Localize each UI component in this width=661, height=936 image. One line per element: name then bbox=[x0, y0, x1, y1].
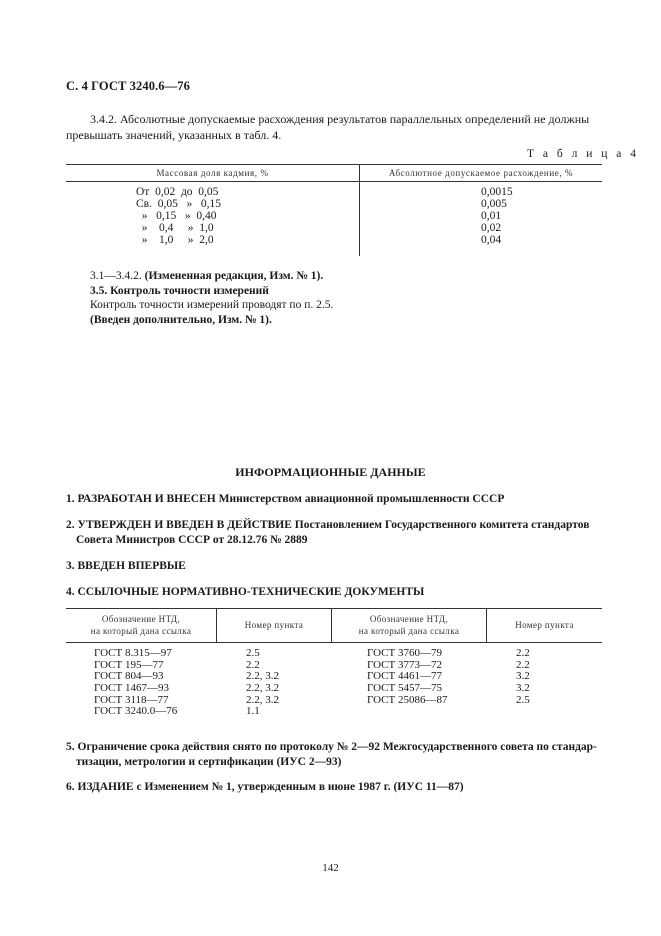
table-cell: ГОСТ 5457—75 bbox=[367, 682, 442, 695]
info-item-1: 1. РАЗРАБОТАН И ВНЕСЕН Министерством авиационной промышленности СССР bbox=[66, 493, 505, 505]
table-cell: ГОСТ 4461—77 bbox=[367, 670, 442, 683]
table-cell: 0,01 bbox=[481, 210, 502, 222]
refs-header-doc-right bbox=[332, 613, 486, 637]
table-cell: ГОСТ 804—93 bbox=[94, 670, 164, 683]
table-cell: 3.2 bbox=[516, 670, 530, 683]
refs-left-docs bbox=[94, 648, 177, 718]
refs-header-doc-left bbox=[66, 613, 216, 637]
section-3-5-text: Контроль точности измерений проводят по п. 2.5. bbox=[90, 299, 334, 311]
table-cell: 2.2 bbox=[246, 658, 260, 671]
table-cell: ГОСТ 195—77 bbox=[94, 658, 164, 671]
info-item-3: 3. ВВЕДЕН ВПЕРВЫЕ bbox=[66, 560, 186, 572]
table-cell: ГОСТ 25086—87 bbox=[367, 693, 448, 706]
table-cell: ГОСТ 1467—93 bbox=[94, 682, 169, 695]
note-added: (Введен дополнительно, Изм. № 1). bbox=[90, 313, 272, 326]
table-4-header-col2: Абсолютное допускаемое расхождение, % bbox=[388, 168, 574, 178]
section-3-5-title: 3.5. Контроль точности измерений bbox=[90, 284, 269, 297]
table-row: От 0,02 до 0,05 bbox=[136, 186, 219, 198]
page-number: 142 bbox=[322, 862, 339, 874]
clause-text: Абсолютные допускаемые расхождения результатов параллельных определений не должны превышать значений, указанных в табл. 4. bbox=[66, 112, 590, 142]
table-cell: 0,005 bbox=[481, 198, 507, 210]
info-item-4: 4. ССЫЛОЧНЫЕ НОРМАТИВНО-ТЕХНИЧЕСКИЕ ДОКУМЕНТЫ bbox=[66, 586, 425, 598]
refs-header-item-right: Номер пункта bbox=[515, 620, 574, 630]
table-cell: ГОСТ 3773—72 bbox=[367, 658, 442, 671]
table-row: » 0,4 » 1,0 bbox=[136, 222, 214, 234]
table-cell: 2.5 bbox=[516, 693, 530, 706]
table-cell: 0,0015 bbox=[481, 186, 513, 198]
table-4-col-value bbox=[481, 186, 513, 246]
table-cell: ГОСТ 3760—79 bbox=[367, 647, 442, 659]
table-cell: 0,04 bbox=[481, 234, 502, 246]
info-item-2-line2: Совета Министров СССР от 28.12.76 № 2889 bbox=[76, 533, 308, 546]
refs-header-item-left: Номер пункта bbox=[244, 620, 304, 630]
table-cell: 1.1 bbox=[246, 705, 260, 718]
table-4 bbox=[66, 164, 602, 256]
refs-header-line: на который дана ссылка bbox=[90, 626, 192, 636]
references-table bbox=[66, 608, 602, 726]
info-item-5 bbox=[66, 740, 606, 769]
clause-number: 3.4.2. bbox=[90, 112, 117, 126]
table-4-header-col1: Массовая доля кадмия, % bbox=[156, 168, 269, 178]
table-row: Св. 0,05 » 0,15 bbox=[136, 198, 221, 210]
table-cell: 2.2 bbox=[516, 658, 530, 671]
table-cell: 3.2 bbox=[516, 682, 530, 695]
table-cell: 2.2 bbox=[516, 647, 530, 659]
refs-header-line: Обозначение НТД, bbox=[101, 614, 181, 624]
table-cell: ГОСТ 8.315—97 bbox=[94, 647, 172, 659]
refs-header-line: Обозначение НТД, bbox=[369, 614, 449, 624]
info-item-2-line1: 2. УТВЕРЖДЕН И ВВЕДЕН В ДЕЙСТВИЕ Постановлением Государственного комитета стандартов bbox=[66, 519, 590, 531]
refs-right-docs bbox=[367, 648, 447, 706]
table-row: » 0,15 » 0,40 bbox=[136, 210, 217, 222]
note-ref: 3.1—3.4.2. bbox=[90, 270, 145, 282]
page-header: С. 4 ГОСТ 3240.6—76 bbox=[66, 79, 190, 93]
table-cell: 2.2, 3.2 bbox=[246, 670, 279, 683]
refs-left-items bbox=[246, 648, 279, 718]
table-cell: 0,02 bbox=[481, 222, 502, 234]
table-caption: Т а б л и ц а 4 bbox=[527, 148, 640, 160]
table-cell: 2.2, 3.2 bbox=[246, 693, 279, 706]
table-cell: ГОСТ 3118—77 bbox=[94, 693, 169, 706]
info-title: ИНФОРМАЦИОННЫЕ ДАННЫЕ bbox=[235, 465, 426, 479]
info-item-6: 6. ИЗДАНИЕ с Изменением № 1, утвержденным в июне 1987 г. (ИУС 11—87) bbox=[66, 781, 464, 793]
amendment-notes bbox=[90, 269, 333, 327]
refs-header-line: на который дана ссылка bbox=[358, 626, 460, 636]
info-item-5-line1: 5. Ограничение срока действия снято по протоколу № 2—92 Межгосударственного совета по стандар- bbox=[66, 741, 597, 753]
table-cell: 2.5 bbox=[246, 647, 260, 659]
table-cell: 2.2, 3.2 bbox=[246, 682, 279, 695]
table-4-col-range bbox=[136, 186, 221, 246]
table-row: » 1,0 » 2,0 bbox=[136, 234, 214, 246]
note-amended: (Измененная редакция, Изм. № 1). bbox=[144, 270, 324, 282]
table-cell: ГОСТ 3240.0—76 bbox=[94, 705, 178, 718]
refs-right-items bbox=[516, 648, 530, 706]
clause-3-4-2 bbox=[66, 111, 602, 143]
info-item-2 bbox=[66, 518, 606, 547]
info-item-5-line2: тизации, метрологии и сертификации (ИУС 2—93) bbox=[76, 755, 342, 768]
